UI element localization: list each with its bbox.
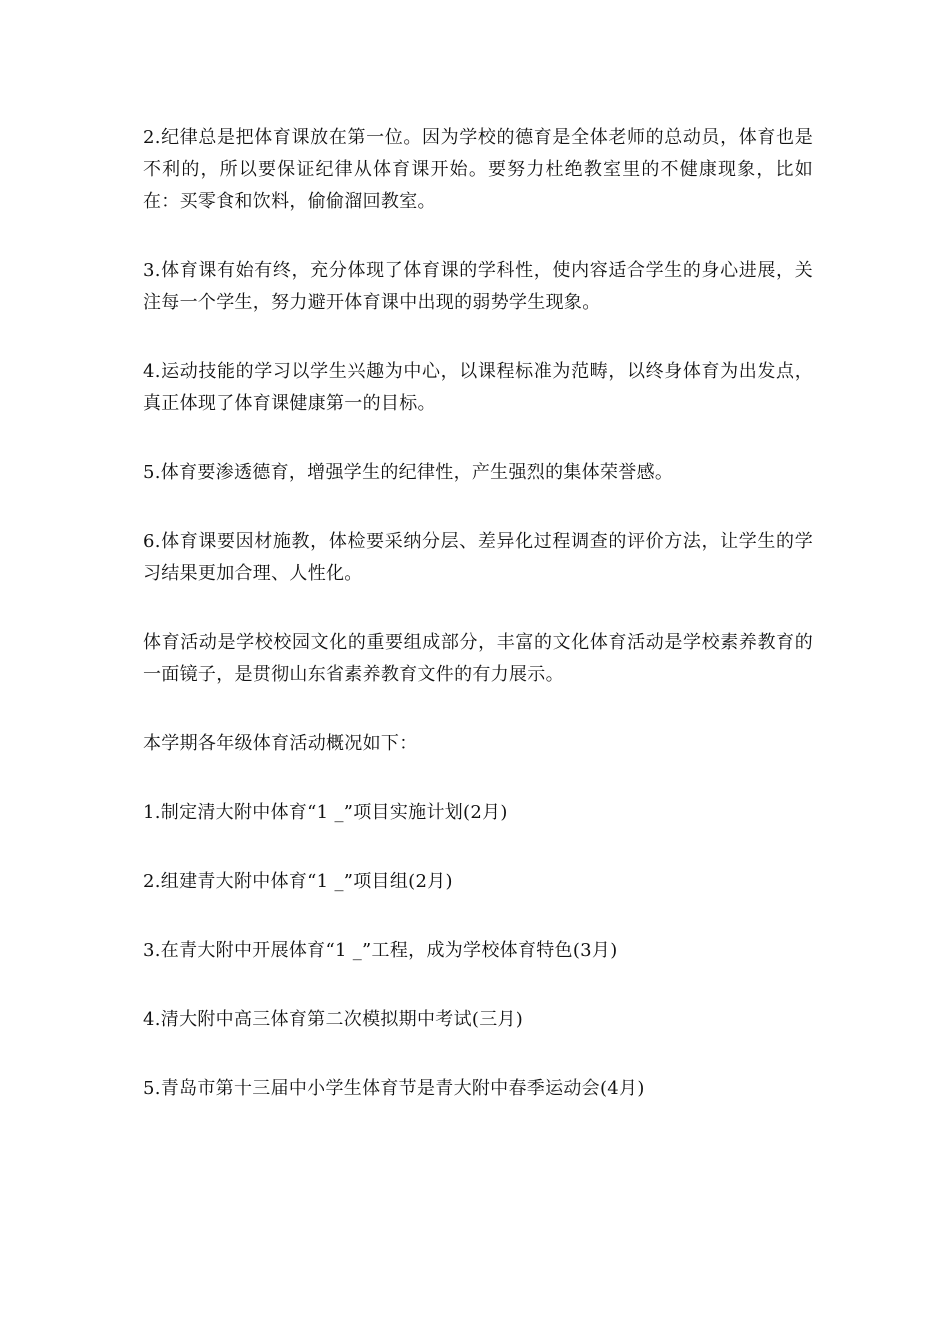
paragraph-individualized-teaching: 6.体育课要因材施教，体检要采纳分层、差异化过程调查的评价方法，让学生的学习结果更加合理、人性化。: [143, 531, 813, 584]
paragraph-motor-skills: 4.运动技能的学习以学生兴趣为中心，以课程标准为范畴，以终身体育为出发点，真正体现了体育课健康第一的目标。: [143, 361, 813, 414]
paragraph-moral-education: 5.体育要渗透德育，增强学生的纪律性，产生强烈的集体荣誉感。: [143, 462, 674, 483]
paragraph-activity-overview: 本学期各年级体育活动概况如下：: [143, 733, 418, 754]
list-item-project-launch: 3.在青大附中开展体育“1 _”工程，成为学校体育特色(3月): [143, 940, 618, 961]
paragraph-campus-culture: 体育活动是学校校园文化的重要组成部分，丰富的文化体育活动是学校素养教育的一面镜子，是贯彻山东省素养教育文件的有力展示。: [143, 632, 813, 685]
list-item-sports-meet: 5.青岛市第十三届中小学生体育节是青大附中春季运动会(4月): [143, 1078, 645, 1099]
list-item-plan: 1.制定清大附中体育“1 _”项目实施计划(2月): [143, 802, 508, 823]
paragraph-discipline: 2.纪律总是把体育课放在第一位。因为学校的德育是全体老师的总动员，体育也是不利的，所以要保证纪律从体育课开始。要努力杜绝教室里的不健康现象，比如在：买零食和饮料，偷偷溜回教室。: [143, 127, 813, 212]
list-item-mock-exam: 4.清大附中高三体育第二次模拟期中考试(三月): [143, 1009, 524, 1030]
paragraph-course-integrity: 3.体育课有始有终，充分体现了体育课的学科性，使内容适合学生的身心进展，关注每一个学生，努力避开体育课中出现的弱势学生现象。: [143, 260, 813, 313]
list-item-project-group: 2.组建青大附中体育“1 _”项目组(2月): [143, 871, 453, 892]
document-body: [143, 122, 813, 1142]
